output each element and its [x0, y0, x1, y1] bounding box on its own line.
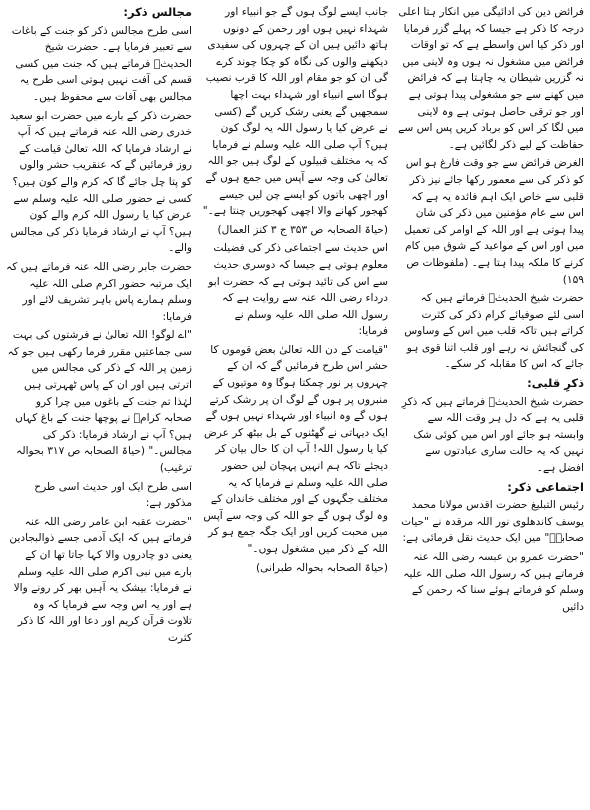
paragraph: "حضرت عمرو بن عبسہ رضی اللہ عنہ فرماتے ہیں کہ رسول اللہ صلی اللہ علیہ وسلم کو فرماتے ہوئے سنا کہ رحمن کے دائیں [403, 551, 584, 613]
paragraph: فرائض دین کی ادائیگی میں انکار ہتا اعلی درجہ کا ذکر ہے جیسا کہ پہلے گزر فرمایا اور ذکر کیا اس واسطے ہے کہ تو اوقات فرائض میں مشغول نہ ہوں وہ لاینی میں نہ گزریں شیطان یہ چاہتا ہے کہ فرائض میں کھنے سے جو مشغولی پیدا ہوتی ہے اور جو ترقی حاصل ہوتی ہے وہ لاینی میں لگا کر اس کو برباد کریں پس اس سے حفاظت کے لیے ذکر لگائیں ہے۔ [398, 6, 584, 151]
paragraph: حضرت ذکر کے بارے میں حضرت ابو سعید خدری رضی اللہ عنہ فرماتے ہیں کہ آپ نے ارشاد فرمایا کہ اللہ تعالیٰ قیامت کے روز فرمائیں گے کہ عنقریب حشر والوں کو پتا چل جائے گا کہ کرم والے کون ہیں؟ کسی نے حضور صلی اللہ علیہ وسلم سے عرض کیا یا رسول اللہ کرم والے کون ہیں؟ آپ نے ارشاد فرمایا ذکر کی مجالس والے۔ [9, 109, 192, 255]
column-middle [202, 4, 388, 806]
paragraph: اسی طرح ایک اور حدیث اسی طرح مذکور ہے: [34, 480, 192, 510]
paragraph: جانب ایسے لوگ ہوں گے جو انبیاء اور شہداء نہیں ہوں اور رحمن کے دونوں ہاتھ دائیں ہیں ان کے چہروں کی سفیدی دیکھنے والوں کی نگاہ کو چکا چوند کرے گی ان کو جو مقام اور اللہ کا قرب نصیب ہوگا اسے انبیاء اور شہداء بہت اچھا سمجھیں گے یعنی رشک کریں گے (کسی نے عرض کیا یا رسول اللہ یہ لوگ کون ہیں؟ آپ صلی اللہ علیہ وسلم نے فرمایا کہ یہ مختلف قبیلوں کے لوگ ہیں جو اللہ تعالیٰ کی وجہ سے آپس میں جمع ہوں گے اور اچھی باتوں کو ایسے چن لیں جیسے کھجور کھانے والا اچھی کھجوریں چنتا ہے۔" [202, 6, 388, 218]
paragraph: "حضرت عقبہ ابن عامر رضی اللہ عنہ فرماتے ہیں کہ ایک آدمی جسے ذوالبجادین یعنی دو چادروں والا کہا جاتا تھا ان کے بارے میں نبی اکرم صلی اللہ علیہ وسلم نے فرمایا: بیشک یہ آہیں بھر کر رونے والا ہے اور یہ اس وجہ سے فرمایا کہ وہ تلاوت قرآن کریم اور دعا اور اللہ کا ذکر کثرت [9, 515, 192, 644]
section-heading: مجالس ذکر: [123, 5, 192, 19]
paragraph: "اے لوگو! اللہ تعالیٰ نے فرشتوں کی بہت سی جماعتیں مقرر فرما رکھی ہیں جو کہ زمین پر اللہ کے ذکر کی مجالس میں اترتی ہیں اور ان کے پاس ٹھہرتی ہیں لہٰذا تم جنت کے باغوں میں چرا کرو صحابہ کرامؓ نے پوچھا جنت کے باغ کہاں ہیں؟ آپ نے ارشاد فرمایا: ذکر کی مجالس۔" (حیاۃ الصحابہ ص ۳۱۷ بحوالہ ترغیب) [7, 329, 192, 475]
paragraph: (حیاۃ الصحابہ بحوالہ طبرانی) [256, 561, 388, 574]
paragraph: رئیس التبلیغ حضرت اقدس مولانا محمد یوسف کاندھلوی نور اللہ مرقدہ نے "حیات صحابہؓ" میں ایک حدیث نقل فرمائی ہے: [401, 499, 584, 545]
column-left [6, 4, 192, 806]
paragraph: (حیاۃ الصحابہ ص ۳۵۳ ج ۳ کنز العمال) [217, 223, 388, 236]
paragraph: "قیامت کے دن اللہ تعالیٰ بعض قوموں کا حشر اس طرح فرمائیں گے کہ ان کے چہروں پر نور چمکتا ہوگا وہ موتیوں کے منبروں پر ہوں گے لوگ ان پر رشک کرتے ہوں گے وہ انبیاء اور شہداء نہیں ہوں گے ایک دیہاتی نے گھٹنوں کے بل بیٹھ کر عرض کیا یا رسول اللہ! آپ ان کا حال بیان کر دیجئے تاکہ ہم انہیں پہچان لیں حضور صلی اللہ علیہ وسلم نے فرمایا کہ یہ مختلف جگہوں کے اور مختلف خاندان کے وہ لوگ ہوں گے جو اللہ کی وجہ سے آپس میں محبت کریں اور ایک جگہ جمع ہو کر اللہ کے ذکر میں مشغول ہوں۔" [203, 343, 388, 555]
paragraph: حضرت شیخ الحدیثؒ فرماتے ہیں کہ اسی لئے صوفیائے کرام ذکر کی کثرت کراتے ہیں تاکہ قلب میں اس کے وساوس کی گنجائش نہ رہے اور قلب اتنا قوی ہو جائے کہ اس کا مقابلہ کر سکے۔ [404, 292, 584, 371]
paragraph: اسی طرح مجالس ذکر کو جنت کے باغات سے تعبیر فرمایا ہے۔ حضرت شیخ الحدیثؒ فرماتے ہیں کہ جنت میں کسی قسم کی آفت نہیں ہوتی اسی طرح یہ مجالس بھی آفات سے محفوظ ہیں۔ [11, 24, 192, 103]
section-heading: ذکرِ قلبی: [527, 376, 584, 391]
paragraph: اس حدیث سے اجتماعی ذکر کی فضیلت معلوم ہوتی ہے جیسا کہ دوسری حدیث سے اس کی تائید ہوتی ہے کہ حضرت ابو درداء رضی اللہ عنہ سے روایت ہے کہ رسول اللہ صلی اللہ علیہ وسلم نے فرمایا: [208, 242, 388, 338]
column-right [398, 4, 584, 806]
paragraph: الغرض فرائض سے جو وقت فارغ ہو اس کو ذکر کی سے معمور رکھا جائے نیز ذکر قلبی سے خاص ایک اہم فائدہ یہ ہے کہ اس سے عام مؤمنین میں ذکر کی شان پیدا ہوتی ہے اور اللہ کے اوامر کی تعمیل میں اور اس کے مواعید کے شوق میں کام کرنے کا ملکہ پیدا ہتا ہے۔ (ملفوظات ص ۱۵۹) [404, 157, 584, 286]
paragraph: حضرت شیخ الحدیثؒ فرماتے ہیں کہ ذکرِ قلبی یہ ہے کہ دل ہر وقت اللہ سے وابستہ ہو جائے اور اس میں کوئی شک نہیں کہ یہ حالت ساری عبادتوں سے افضل ہے۔ [401, 395, 584, 475]
section-heading: اجتماعی ذکر: [507, 479, 584, 494]
paragraph: حضرت جابر رضی اللہ عنہ فرماتے ہیں کہ ایک مرتبہ حضور اکرم صلی اللہ علیہ وسلم ہمارے پاس باہر تشریف لائے اور فرمایا: [6, 260, 192, 323]
